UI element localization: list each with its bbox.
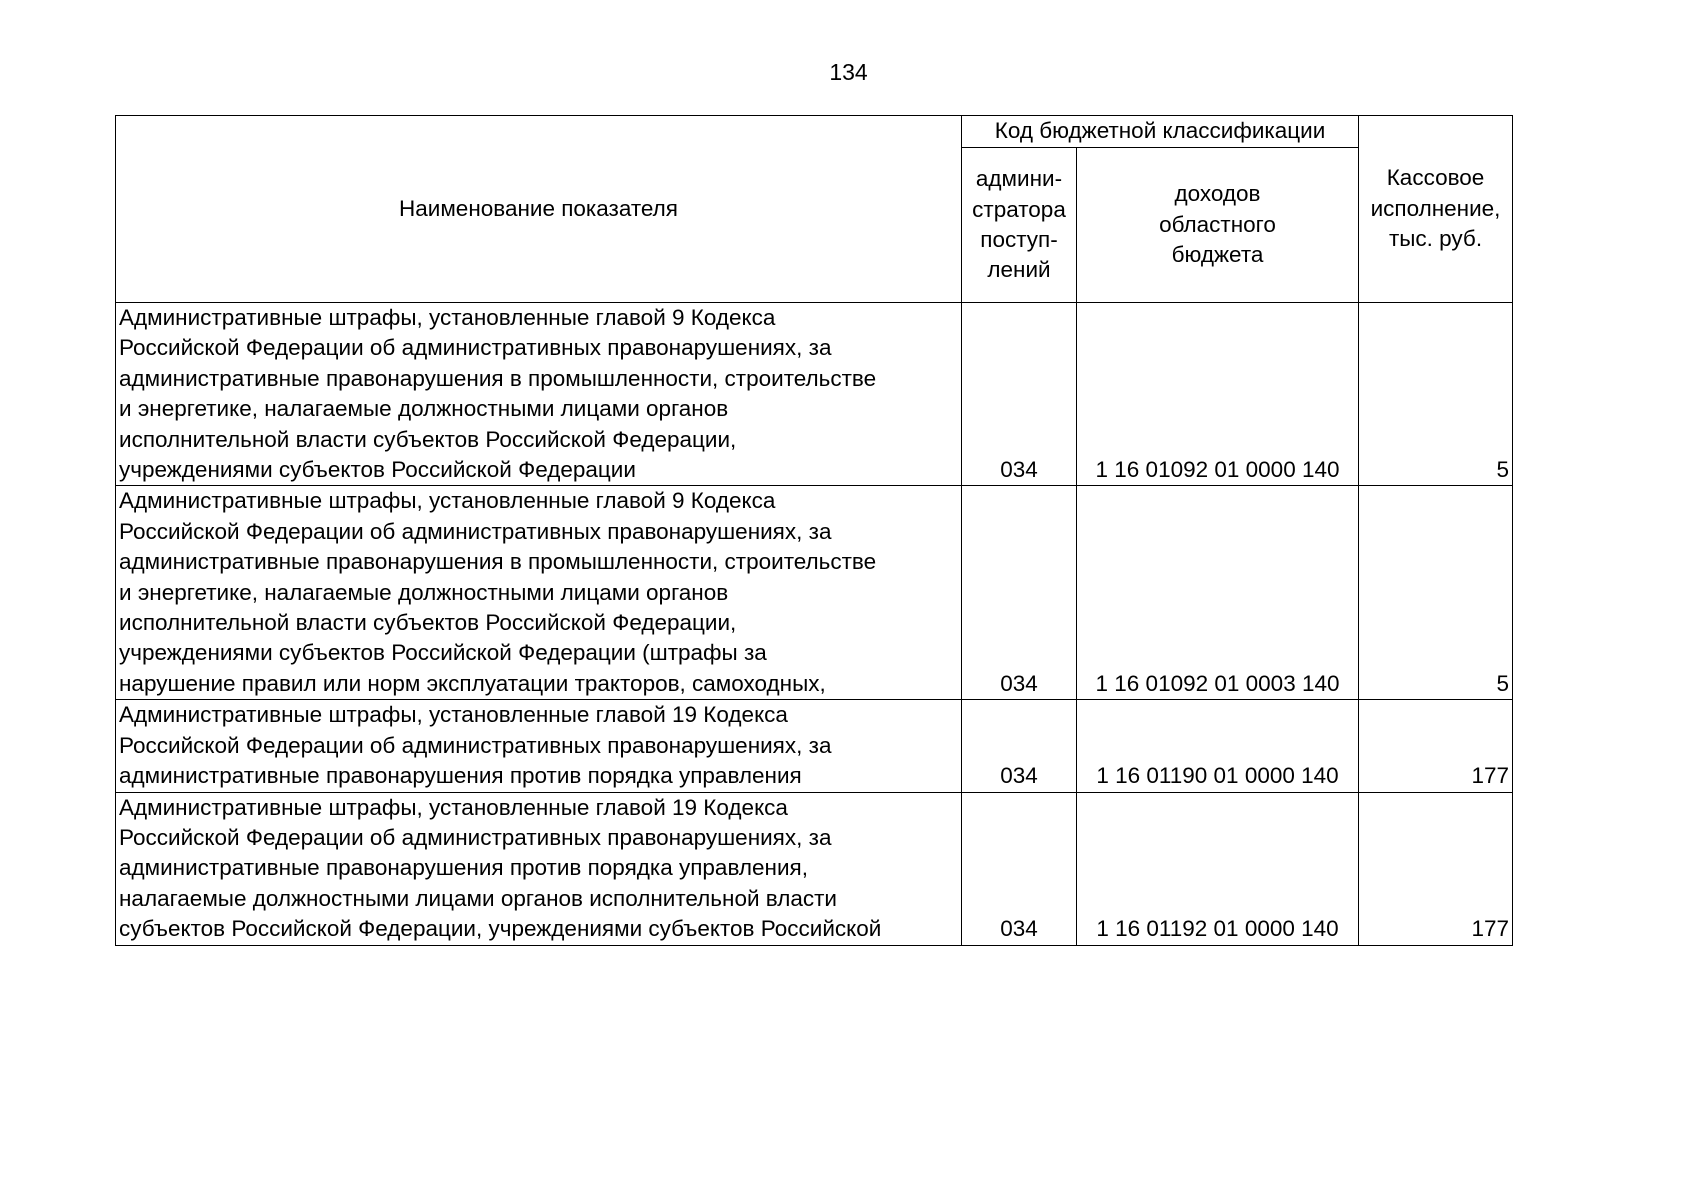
revenue-code-cell: 1 16 01092 01 0003 140 bbox=[1077, 486, 1359, 700]
indicator-name-line: налагаемые должностными лицами органов исполнительной власти bbox=[119, 885, 837, 911]
header-admin-code bbox=[962, 148, 1077, 303]
cash-amount-cell: 5 bbox=[1359, 303, 1513, 486]
revenue-code-cell: 1 16 01192 01 0000 140 bbox=[1077, 792, 1359, 945]
indicator-name-line: исполнительной власти субъектов Российской Федерации, bbox=[119, 610, 737, 636]
indicator-name-line: Административные штрафы, установленные главой 9 Кодекса bbox=[119, 305, 776, 330]
indicator-name-line: исполнительной власти субъектов Российской Федерации, bbox=[119, 426, 737, 452]
header-revenue-code bbox=[1077, 148, 1359, 303]
header-revenue-line: доходов bbox=[1174, 181, 1261, 207]
header-cash-line: Кассовое bbox=[1386, 165, 1485, 191]
page-number: 134 bbox=[829, 59, 868, 85]
indicator-name-line: учреждениями субъектов Российской Федерации (штрафы за bbox=[119, 640, 767, 666]
table-row bbox=[116, 700, 1513, 792]
header-admin-line: поступ- bbox=[980, 227, 1058, 252]
table-header bbox=[116, 116, 1513, 303]
header-admin-line: лений bbox=[987, 257, 1051, 283]
cash-amount-cell: 177 bbox=[1359, 700, 1513, 792]
indicator-name-line: и энергетике, налагаемые должностными лицами органов bbox=[119, 579, 729, 605]
header-admin-line: стратора bbox=[972, 196, 1066, 222]
indicator-name-line: административные правонарушения в промышленности, строительстве bbox=[119, 549, 877, 575]
indicator-name-cell bbox=[116, 303, 962, 486]
header-cash-line: исполнение, bbox=[1370, 195, 1501, 221]
budget-table bbox=[115, 115, 1513, 946]
indicator-name-line: Российской Федерации об административных правонарушениях, за bbox=[119, 335, 832, 361]
indicator-name-line: административные правонарушения в промышленности, строительстве bbox=[119, 365, 877, 391]
table-row bbox=[116, 486, 1513, 700]
header-revenue-line: бюджета bbox=[1171, 242, 1264, 268]
indicator-name-line: Административные штрафы, установленные главой 9 Кодекса bbox=[119, 488, 776, 514]
indicator-name-line: административные правонарушения против порядка управления, bbox=[119, 855, 808, 881]
table-row bbox=[116, 303, 1513, 486]
header-code-group: Код бюджетной классификации bbox=[962, 116, 1359, 148]
indicator-name-line: Российской Федерации об административных правонарушениях, за bbox=[119, 732, 832, 758]
indicator-name-line: и энергетике, налагаемые должностными лицами органов bbox=[119, 396, 729, 422]
admin-code-cell: 034 bbox=[962, 792, 1077, 945]
indicator-name-cell bbox=[116, 792, 962, 945]
header-indicator-name: Наименование показателя bbox=[116, 116, 962, 303]
indicator-name-line: Административные штрафы, установленные главой 19 Кодекса bbox=[119, 702, 788, 728]
indicator-name-line: Российской Федерации об административных правонарушениях, за bbox=[119, 824, 832, 850]
indicator-name-cell bbox=[116, 700, 962, 792]
header-cash-execution bbox=[1359, 116, 1513, 303]
indicator-name-line: Административные штрафы, установленные главой 19 Кодекса bbox=[119, 794, 788, 820]
table-body bbox=[116, 303, 1513, 946]
admin-code-cell: 034 bbox=[962, 700, 1077, 792]
cash-amount-cell: 177 bbox=[1359, 792, 1513, 945]
indicator-name-line: административные правонарушения против порядка управления bbox=[119, 763, 802, 789]
admin-code-cell: 034 bbox=[962, 303, 1077, 486]
header-revenue-line: областного bbox=[1159, 211, 1276, 237]
indicator-name-cell bbox=[116, 486, 962, 700]
indicator-name-line: учреждениями субъектов Российской Федерации bbox=[119, 457, 636, 483]
indicator-name-line: Российской Федерации об административных правонарушениях, за bbox=[119, 518, 832, 544]
admin-code-cell: 034 bbox=[962, 486, 1077, 700]
header-admin-line: админи- bbox=[975, 166, 1063, 192]
table-row bbox=[116, 792, 1513, 945]
revenue-code-cell: 1 16 01092 01 0000 140 bbox=[1077, 303, 1359, 486]
cash-amount-cell: 5 bbox=[1359, 486, 1513, 700]
header-cash-line: тыс. руб. bbox=[1388, 226, 1483, 252]
revenue-code-cell: 1 16 01190 01 0000 140 bbox=[1077, 700, 1359, 792]
indicator-name-line: нарушение правил или норм эксплуатации тракторов, самоходных, bbox=[119, 670, 826, 696]
indicator-name-line: субъектов Российской Федерации, учреждениями субъектов Российской bbox=[119, 916, 882, 942]
